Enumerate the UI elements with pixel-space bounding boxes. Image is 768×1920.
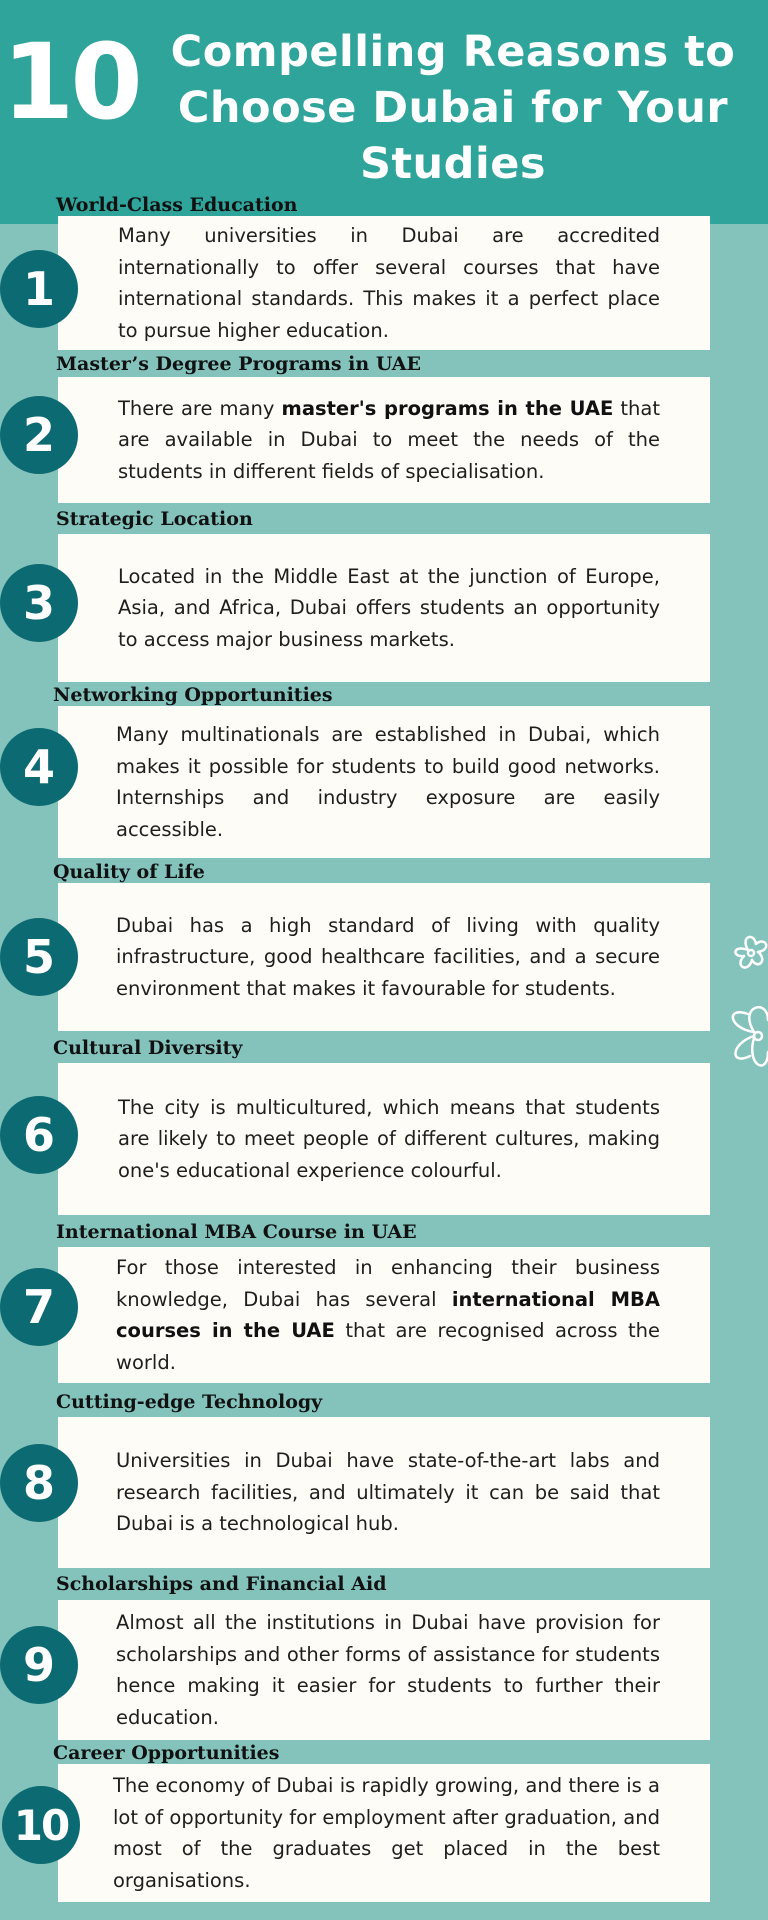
- reason-text-1: Many universities in Dubai are accredited internationally to offer several courses that have international standards. This makes it a perfect place to pursue higher education.: [118, 224, 660, 342]
- flower-icon: [724, 996, 768, 1080]
- reason-card-1: [58, 216, 710, 350]
- reason-number-6: 6: [0, 1096, 78, 1174]
- reason-heading-4: Networking Opportunities: [53, 684, 333, 706]
- reason-text-6: The city is multicultured, which means that students are likely to meet people of different cultures, making one's educational experience colourful.: [118, 1095, 660, 1182]
- reason-number-1: 1: [0, 250, 78, 328]
- reason-card-9: [58, 1600, 710, 1740]
- reason-card-2: [58, 377, 710, 503]
- reason-card-4: [58, 706, 710, 858]
- reason-number-5: 5: [0, 918, 78, 996]
- reason-card-8: [58, 1417, 710, 1568]
- reason-heading-2: Master’s Degree Programs in UAE: [56, 353, 422, 375]
- reason-heading-10: Career Opportunities: [53, 1742, 280, 1764]
- reason-text-5: Dubai has a high standard of living with quality infrastructure, good healthcare facilities, and a secure environment that makes it favourable for students.: [116, 913, 660, 1000]
- reason-number-4: 4: [0, 728, 78, 806]
- title-number: 10: [2, 21, 139, 143]
- reason-text-2: There are many master's programs in the UAE that are available in Dubai to meet the needs of the students in different fields of specialisation.: [118, 396, 660, 483]
- flower-icon: [730, 930, 768, 978]
- reason-number-10: 10: [2, 1786, 80, 1864]
- reason-text-8: Universities in Dubai have state-of-the-art labs and research facilities, and ultimately it can be said that Dubai is a technological hub.: [116, 1449, 660, 1536]
- reason-heading-7: International MBA Course in UAE: [56, 1221, 417, 1243]
- reason-card-5: [58, 883, 710, 1031]
- reason-heading-1: World-Class Education: [56, 194, 298, 216]
- reason-number-8: 8: [0, 1444, 78, 1522]
- reason-text-10: The economy of Dubai is rapidly growing, and there is a lot of opportunity for employment after graduation, and most of the graduates get placed in the best organisations.: [113, 1774, 660, 1892]
- reason-heading-5: Quality of Life: [53, 861, 205, 883]
- page-title: Compelling Reasons to Choose Dubai for Your Studies: [170, 27, 736, 189]
- reason-heading-9: Scholarships and Financial Aid: [56, 1573, 387, 1595]
- reason-text-3: Located in the Middle East at the junction of Europe, Asia, and Africa, Dubai offers students an opportunity to access major business markets.: [118, 564, 660, 651]
- reason-card-3: [58, 534, 710, 682]
- reason-text-9: Almost all the institutions in Dubai have provision for scholarships and other forms of assistance for students hence making it easier for students to further their education.: [116, 1611, 660, 1729]
- reason-heading-6: Cultural Diversity: [53, 1037, 243, 1059]
- reason-card-6: [58, 1063, 710, 1215]
- reason-text-4: Many multinationals are established in Dubai, which makes it possible for students to build good networks. Internships and industry exposure are easily accessible.: [116, 723, 660, 841]
- reason-number-9: 9: [0, 1626, 78, 1704]
- reason-number-2: 2: [0, 396, 78, 474]
- reason-number-3: 3: [0, 564, 78, 642]
- reason-heading-8: Cutting-edge Technology: [56, 1391, 323, 1413]
- reason-card-10: [58, 1764, 710, 1902]
- reason-card-7: [58, 1247, 710, 1383]
- reason-number-7: 7: [0, 1268, 78, 1346]
- reason-text-7: For those interested in enhancing their business knowledge, Dubai has several international MBA courses in the UAE that are recognised across the world.: [116, 1256, 661, 1374]
- header-banner: [0, 0, 768, 224]
- reason-heading-3: Strategic Location: [56, 508, 253, 530]
